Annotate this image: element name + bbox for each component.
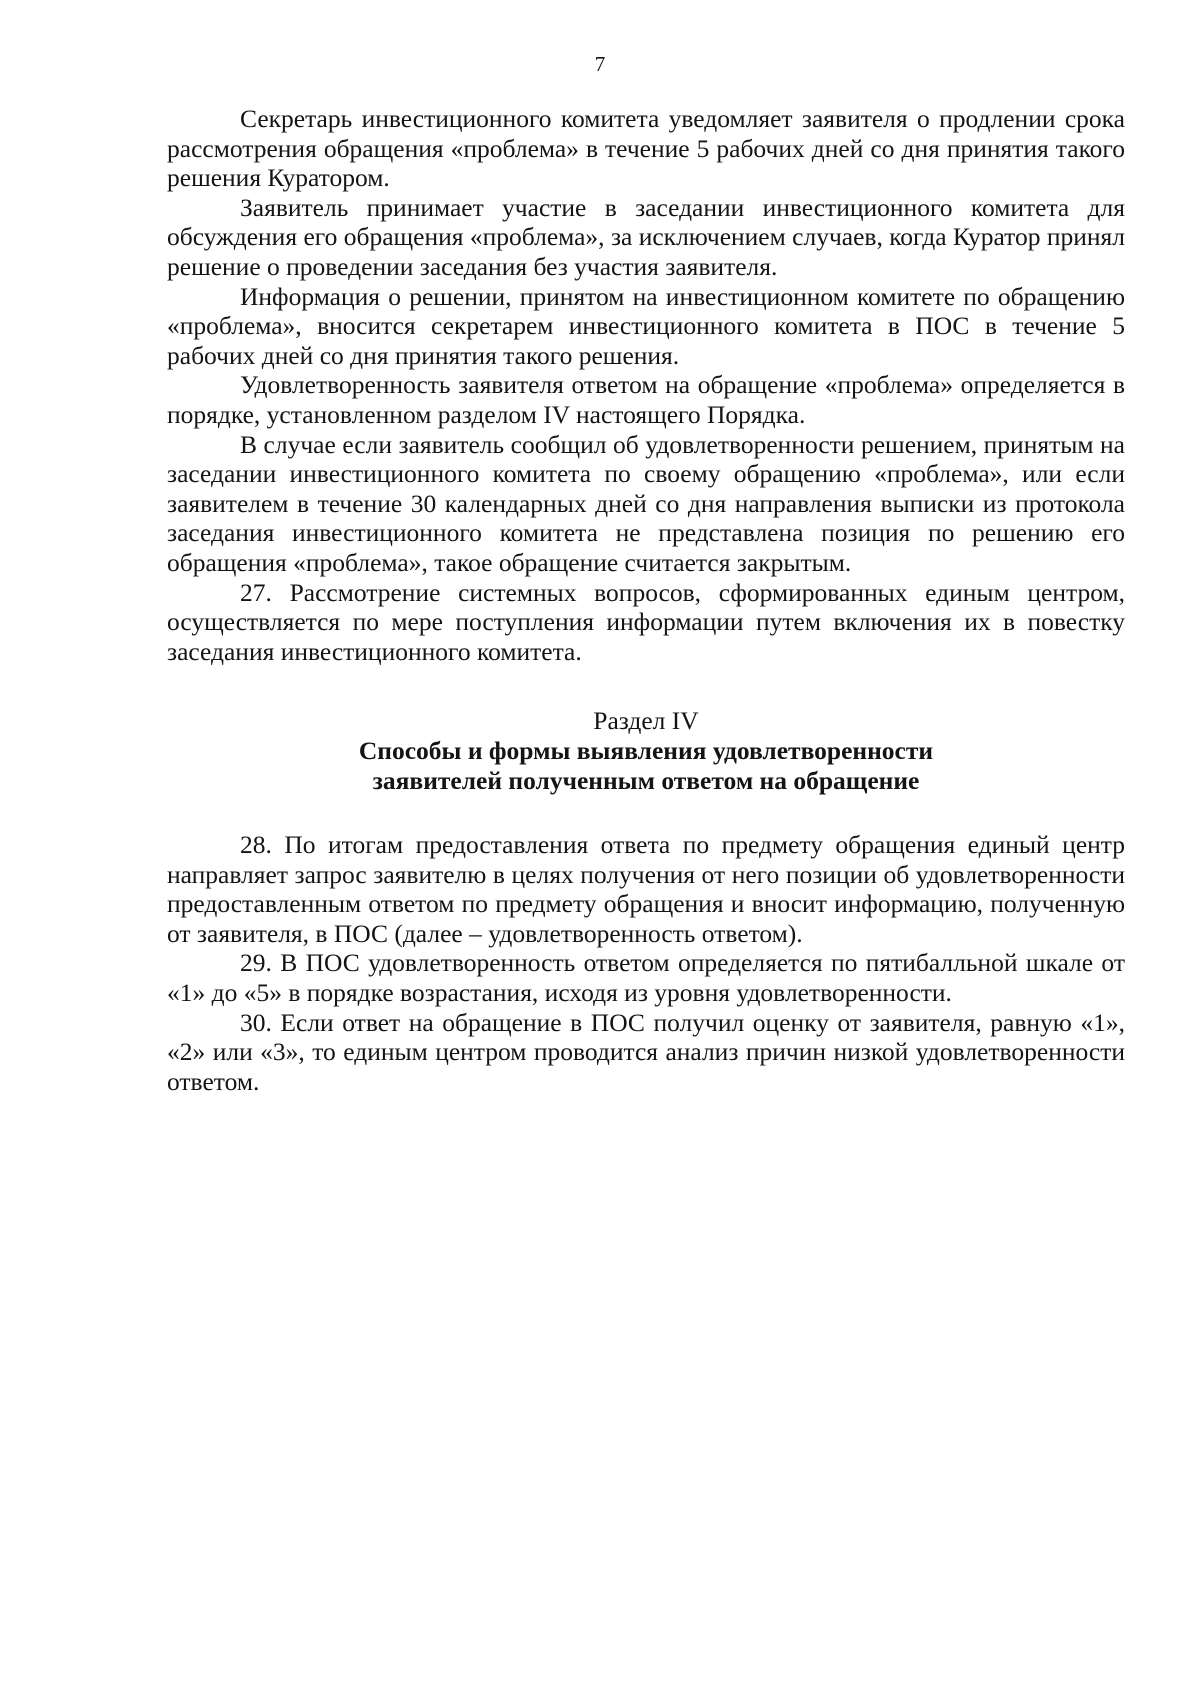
section-label: Раздел IV <box>593 706 699 735</box>
paragraph: Секретарь инвестиционного комитета уведомляет заявителя о продлении срока рассмотрения обращения «проблема» в течение 5 рабочих дней со дня принятия такого решения Куратором. <box>167 104 1125 193</box>
section-title-line-1: Способы и формы выявления удовлетворенности <box>358 736 934 765</box>
body-text-lower <box>167 830 1125 1096</box>
paragraph: Удовлетворенность заявителя ответом на обращение «проблема» определяется в порядке, установленном разделом IV настоящего Порядка. <box>167 370 1125 429</box>
paragraph: Информация о решении, принятом на инвестиционном комитете по обращению «проблема», вносится секретарем инвестиционного комитета в ПОС в течение 5 рабочих дней со дня принятия такого решения. <box>167 281 1125 370</box>
paragraph-item-28: 28. По итогам предоставления ответа по предмету обращения единый центр направляет запрос заявителю в целях получения от него позиции об удовлетворенности предоставленным ответом по предмету обращения и вносит информацию, полученную от заявителя, в ПОС (далее – удовлетворенность ответом). <box>167 830 1125 948</box>
body-text-upper <box>167 104 1125 666</box>
paragraph-item-30: 30. Если ответ на обращение в ПОС получил оценку от заявителя, равную «1», «2» или «3», то единым центром проводится анализ причин низкой удовлетворенности ответом. <box>167 1007 1125 1096</box>
paragraph-item-27: 27. Рассмотрение системных вопросов, сформированных единым центром, осуществляется по мере поступления информации путем включения их в повестку заседания инвестиционного комитета. <box>167 577 1125 666</box>
section-heading <box>167 706 1125 796</box>
page-number: 7 <box>594 52 606 76</box>
paragraph: Заявитель принимает участие в заседании инвестиционного комитета для обсуждения его обращения «проблема», за исключением случаев, когда Куратор принял решение о проведении заседания без участия заявителя. <box>167 192 1125 281</box>
paragraph: В случае если заявитель сообщил об удовлетворенности решением, принятым на заседании инвестиционного комитета по своему обращению «проблема», или если заявителем в течение 30 календарных дней со дня направления выписки из протокола заседания инвестиционного комитета не представлена позиция по решению его обращения «проблема», такое обращение считается закрытым. <box>167 429 1125 577</box>
section-title-line-2: заявителей полученным ответом на обращение <box>372 766 920 795</box>
paragraph-item-29: 29. В ПОС удовлетворенность ответом определяется по пятибалльной шкале от «1» до «5» в порядке возрастания, исходя из уровня удовлетворенности. <box>167 948 1125 1007</box>
